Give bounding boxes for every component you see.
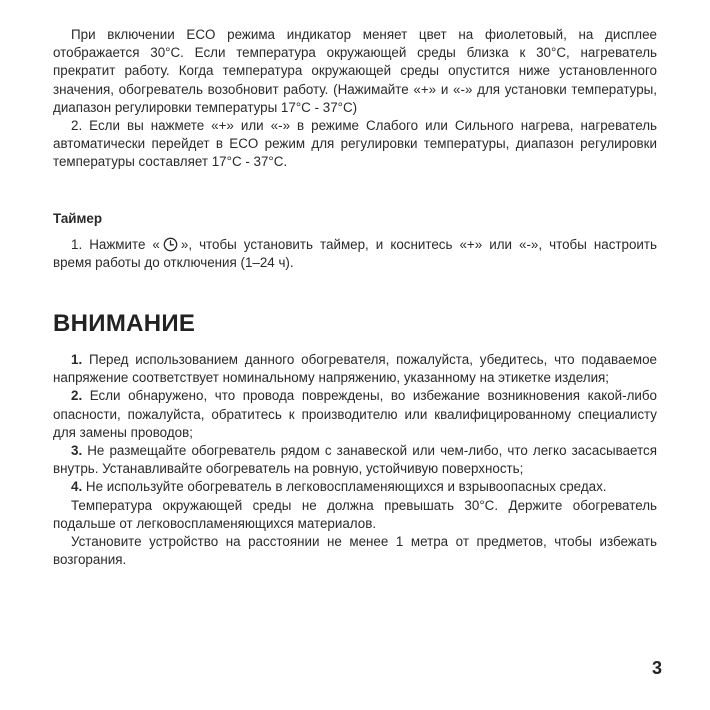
timer-text-before: 1. Нажмите « <box>71 237 160 252</box>
warning-item-1 <box>53 351 657 387</box>
warning-item-text: Не используйте обогреватель в легковоспламеняющихся и взрывоопасных средах. <box>82 479 607 495</box>
timer-text-after: », чтобы установить таймер, и коснитесь «+» или «-», чтобы настроить время работы до отключения (1–24 ч). <box>53 237 658 271</box>
installation-distance-note: Установите устройство на расстоянии не менее 1 метра от предметов, чтобы избежать возгорания. <box>53 534 657 568</box>
warning-title: ВНИМАНИЕ <box>53 310 196 337</box>
warning-item-number: 4. <box>71 479 83 495</box>
warning-item-number: 3. <box>71 443 83 459</box>
warning-item-3 <box>53 442 657 478</box>
timer-section <box>53 210 657 272</box>
warning-item-number: 2. <box>71 388 83 404</box>
page-number: 3 <box>651 658 662 678</box>
warning-item-4 <box>53 478 657 496</box>
clock-icon <box>163 237 178 252</box>
warning-item-number: 1. <box>71 352 83 367</box>
eco-adjust-paragraph: 2. Если вы нажмете «+» или «-» в режиме Слабого или Сильного нагрева, нагреватель автоматически перейдет в ECO режим для регулировки температуры, диапазон регулировки температуры составляет 17°C - 37°C. <box>53 118 657 170</box>
warning-item-text: Не размещайте обогреватель рядом с занавеской или чем-либо, что легко засасывается внутрь. Устанавливайте обогреватель на ровную, устойчивую поверхность; <box>53 443 657 477</box>
warning-item-text: Перед использованием данного обогревателя, пожалуйста, убедитесь, что подаваемое напряжение соответствует номинальному напряжению, указанному на этикетке изделия; <box>53 352 657 386</box>
eco-mode-paragraph: При включении ECO режима индикатор меняет цвет на фиолетовый, на дисплее отображается 30°C. Если температура окружающей среды близка к 30°C, нагреватель прекратит работу. Когда температура окружающей среды опустится ниже установленного значения, обогреватель возобновит работу. (Нажимайте «+» и «-» для установки температуры, диапазон регулировки температуры 17°C - 37°C) <box>53 27 657 115</box>
ambient-temperature-note: Температура окружающей среды не должна превышать 30°C. Держите обогреватель подальше от легковоспламеняющихся материалов. <box>53 497 657 531</box>
warning-item-2 <box>53 387 657 442</box>
timer-heading: Таймер <box>53 211 103 226</box>
warning-item-text: Если обнаружено, что провода повреждены, во избежание возникновения какой-либо опасности, пожалуйста, обратитесь к производителю или квалифицированному специалисту для замены проводов; <box>53 388 657 440</box>
warning-section <box>53 310 657 569</box>
intro-section <box>53 26 657 172</box>
timer-instruction <box>53 236 657 272</box>
